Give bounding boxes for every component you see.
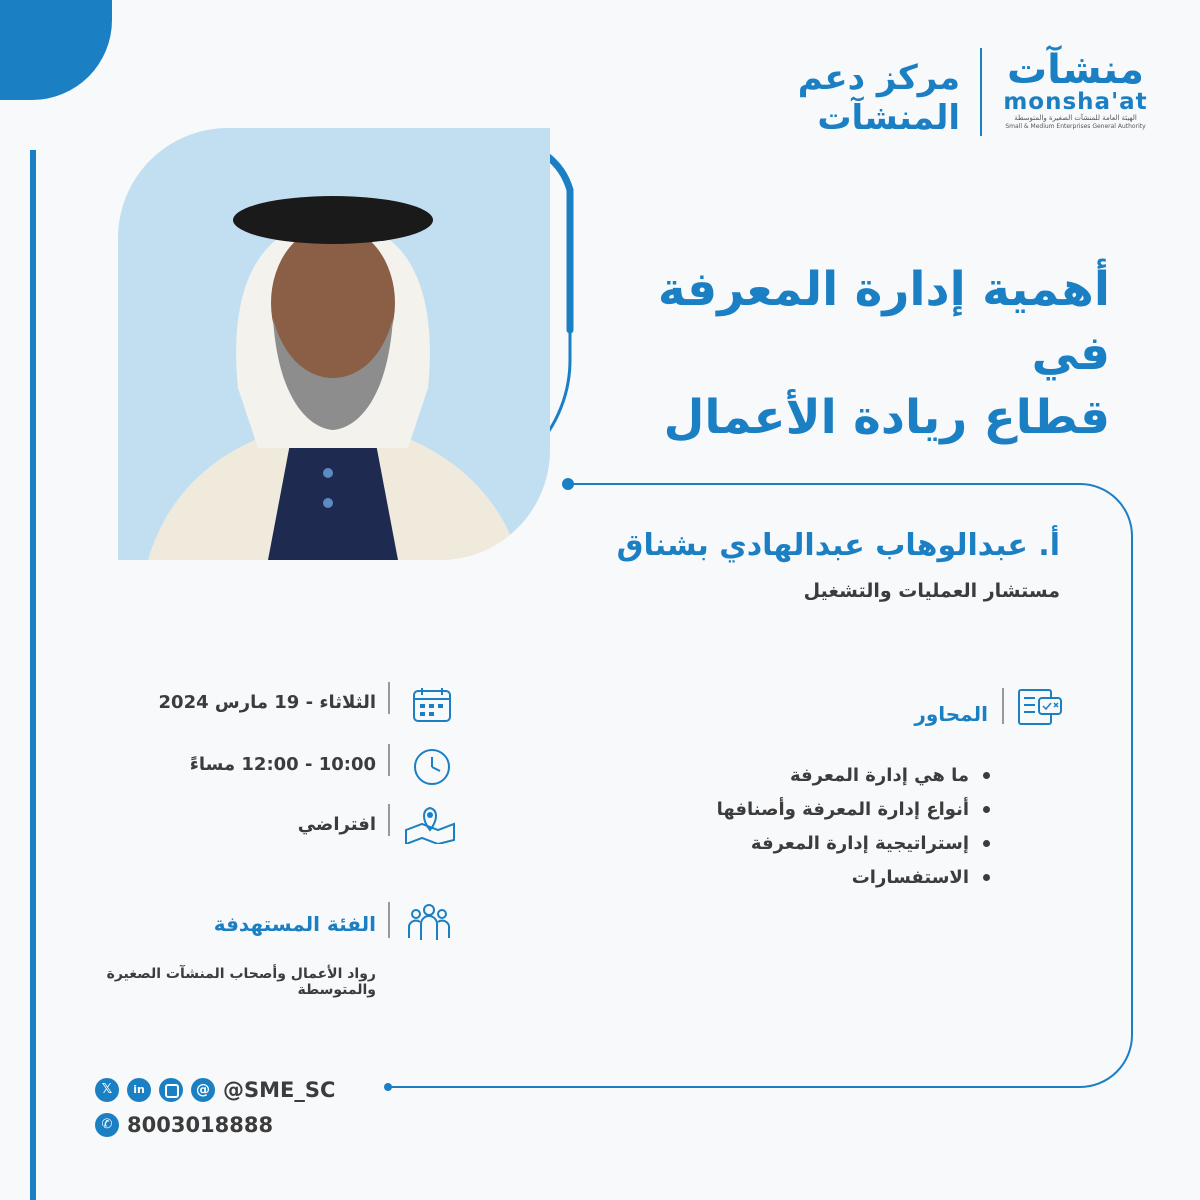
list-item: ما هي إدارة المعرفة — [600, 758, 990, 792]
logo-authority-en: Small & Medium Enterprises General Authority — [1005, 123, 1146, 130]
topics-divider — [1002, 688, 1004, 724]
panel-dot-bottom — [384, 1083, 392, 1091]
event-title — [590, 258, 1110, 450]
bullet — [983, 772, 990, 779]
instagram-icon[interactable] — [159, 1078, 183, 1102]
logo-divider — [980, 48, 982, 136]
list-item: إستراتيجية إدارة المعرفة — [600, 826, 990, 860]
audience-divider — [388, 902, 390, 938]
topics-heading: المحاور — [914, 702, 988, 726]
bullet — [983, 840, 990, 847]
event-title-line1: أهمية إدارة المعرفة في — [657, 262, 1110, 381]
topics-list — [600, 758, 990, 894]
phone-icon[interactable]: ✆ — [95, 1113, 119, 1137]
presentation-icon — [1015, 686, 1065, 730]
details-column — [388, 682, 390, 844]
event-title-line2: قطاع ريادة الأعمال — [663, 390, 1110, 445]
clock-icon — [410, 745, 454, 789]
event-time: 10:00 - 12:00 مساءً — [189, 754, 376, 775]
linkedin-icon[interactable]: in — [127, 1078, 151, 1102]
group-icon — [404, 900, 454, 946]
map-location-icon — [402, 804, 458, 844]
logo-arabic: منشآت — [1006, 47, 1144, 93]
bullet — [983, 874, 990, 881]
speaker-name: أ. عبدالوهاب عبدالهادي بشناق — [616, 528, 1060, 563]
corner-shape — [0, 0, 112, 100]
event-date: الثلاثاء - 19 مارس 2024 — [158, 692, 376, 713]
social-handle[interactable]: @SME_SC — [223, 1078, 336, 1102]
audience-heading: الفئة المستهدفة — [213, 912, 376, 936]
speaker-illustration — [118, 128, 550, 560]
phone-number[interactable]: 8003018888 — [127, 1113, 274, 1137]
monshaat-logo — [1003, 47, 1148, 131]
list-item: أنواع إدارة المعرفة وأصنافها — [600, 792, 990, 826]
speaker-role: مستشار العمليات والتشغيل — [803, 580, 1060, 602]
audience-text: رواد الأعمال وأصحاب المنشآت الصغيرة والمتوسطة — [106, 966, 376, 998]
logo-latin: monsha'at — [1003, 89, 1148, 115]
center-name: مركز دعم المنشآت — [797, 58, 960, 138]
calendar-icon — [408, 686, 456, 726]
x-icon[interactable]: 𝕏 — [95, 1078, 119, 1102]
logo-authority-ar: الهيئة العامة للمنشآت الصغيرة والمتوسطة — [1014, 114, 1137, 122]
list-item: الاستفسارات — [600, 860, 990, 894]
event-location: افتراضي — [297, 814, 376, 835]
social-row — [95, 1078, 335, 1102]
left-vertical-bar — [30, 150, 36, 1200]
speaker-photo — [118, 128, 550, 560]
threads-icon[interactable]: @ — [191, 1078, 215, 1102]
bullet — [983, 806, 990, 813]
phone-row — [95, 1113, 273, 1137]
